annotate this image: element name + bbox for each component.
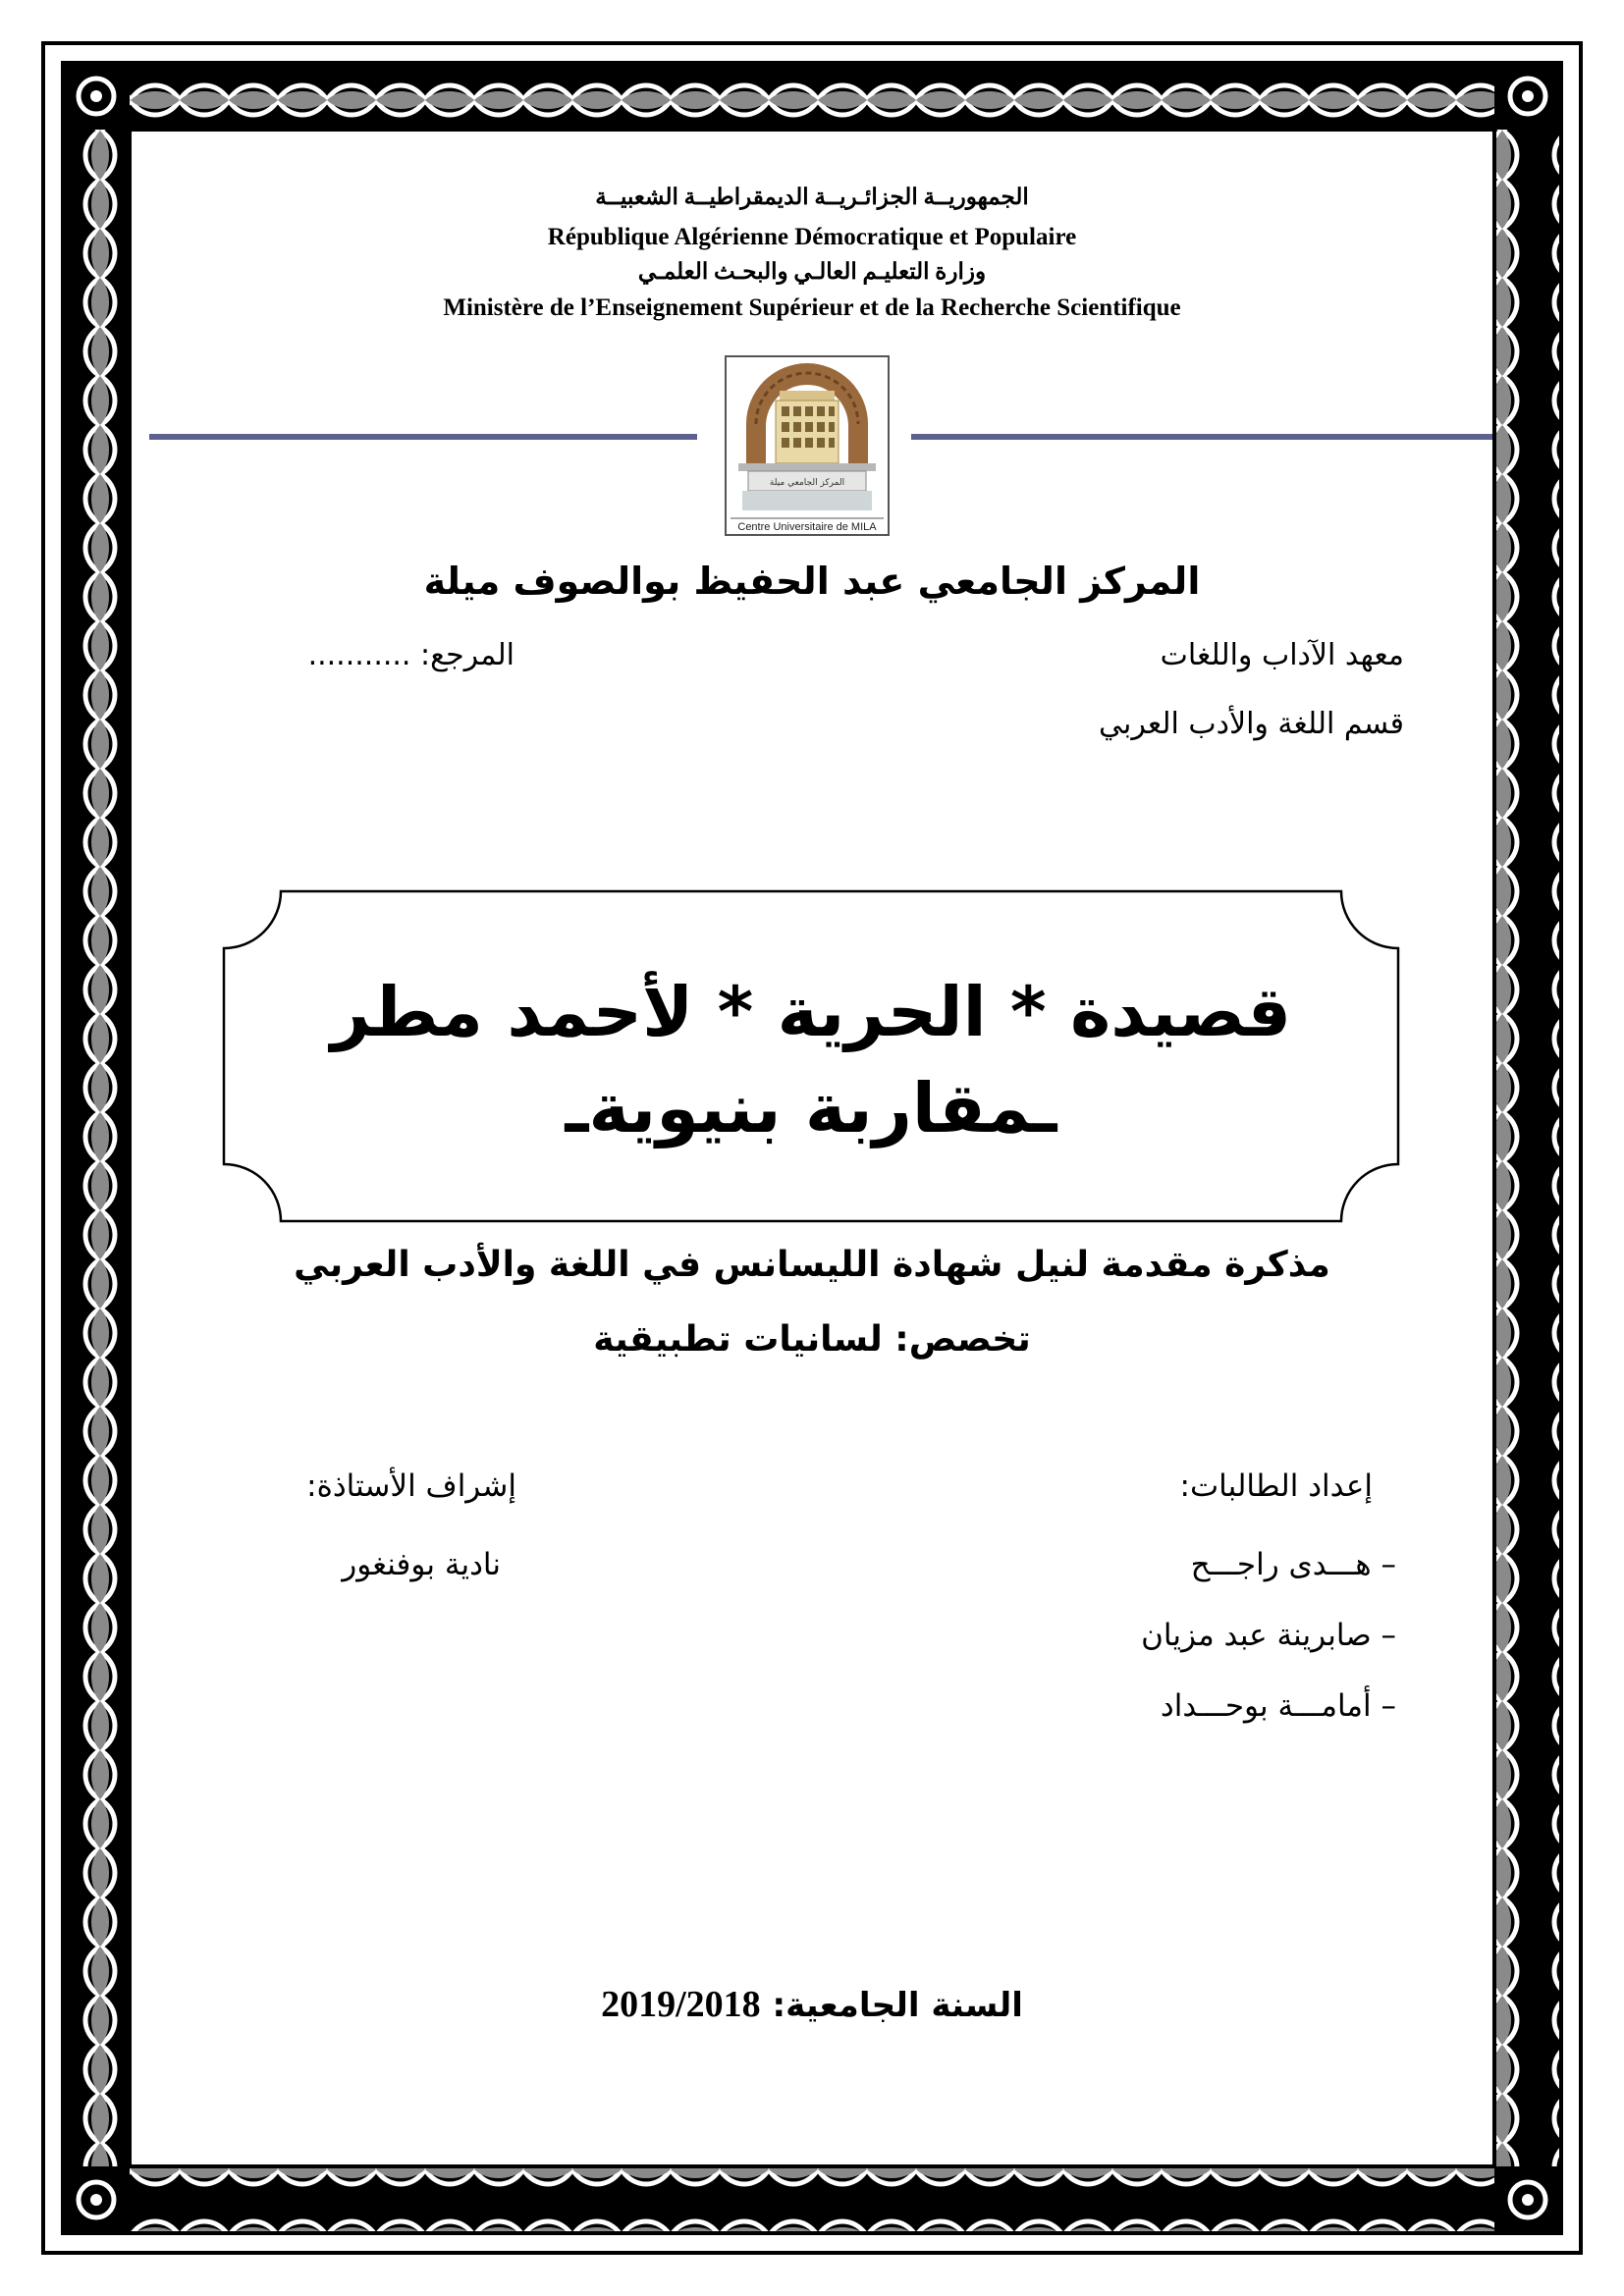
republic-arabic: الجمهوريــة الجزائـريــة الديمقراطيــة الشعبيــة	[595, 185, 1029, 209]
university-logo	[725, 355, 890, 536]
academic-year	[0, 1983, 1624, 2026]
header-rule-left	[149, 434, 697, 440]
thesis-subtitle: ـمقاربة بنيويةـ	[565, 1068, 1057, 1148]
logo-sign-text: المركز الجامعي ميلة	[769, 478, 845, 488]
specialty: تخصص: لسانيات تطبيقية	[593, 1319, 1031, 1360]
student-name: – صابرينة عبد مزيان	[1141, 1618, 1396, 1653]
degree-statement: مذكرة مقدمة لنيل شهادة الليسانس في اللغة والأدب العربي	[294, 1245, 1330, 1285]
thesis-title: قصيدة * الحرية * لأحمد مطر	[330, 972, 1292, 1052]
supervisor-label: إشراف الأستاذة:	[306, 1468, 516, 1504]
title-frame	[222, 889, 1400, 1223]
institution-name: المركز الجامعي عبد الحفيظ بوالصوف ميلة	[423, 560, 1201, 603]
academic-year-value: 2019/2018	[601, 1984, 761, 2025]
student-name: – أمامـــة بوحـــداد	[1160, 1688, 1396, 1724]
academic-year-label: السنة الجامعية:	[772, 1986, 1023, 2025]
ministry-french: Ministère de l’Enseignement Supérieur et de la Recherche Scientifique	[443, 294, 1181, 321]
students-label: إعداد الطالبات:	[1179, 1468, 1373, 1504]
student-name: – هـــدى راجـــح	[1190, 1547, 1396, 1582]
supervisor-name: نادية بوفنغور	[342, 1547, 501, 1582]
ministry-arabic: وزارة التعليـم العالـي والبحـث العلمـي	[637, 259, 987, 284]
logo-caption: Centre Universitaire de MILA	[737, 521, 877, 533]
header-rule-right	[911, 434, 1492, 440]
republic-french: République Algérienne Démocratique et Populaire	[547, 224, 1077, 250]
institute-name: معهد الآداب واللغات	[1160, 638, 1404, 672]
reference-field: المرجع: ...........	[307, 638, 514, 672]
department-name: قسم اللغة والأدب العربي	[1098, 707, 1404, 741]
